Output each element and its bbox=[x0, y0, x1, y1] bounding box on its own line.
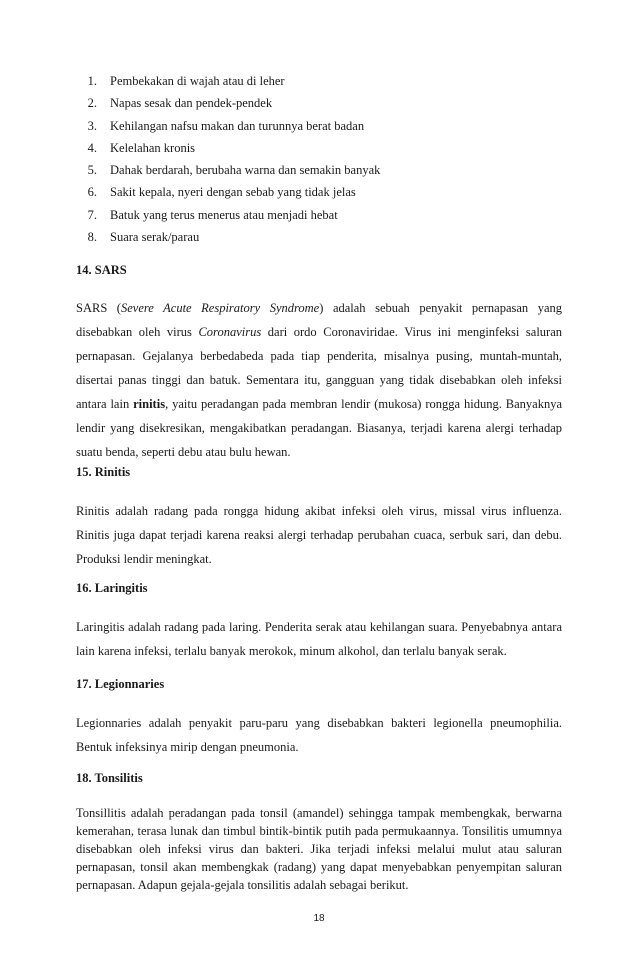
section-heading-rinitis: 15. Rinitis bbox=[76, 465, 131, 479]
section-rinitis bbox=[76, 464, 562, 571]
list-item: 7. Batuk yang terus menerus atau menjadi hebat bbox=[87, 207, 338, 222]
list-item: 5. Dahak berdarah, berubaha warna dan semakin banyak bbox=[87, 163, 381, 178]
section-heading-legionnaries: 17. Legionnaries bbox=[76, 677, 165, 691]
legionnaries-paragraph: Legionnaries adalah penyakit paru-paru yang disebabkan bakteri legionella pneumophilia. Bentuk infeksinya mirip dengan pneumonia. bbox=[76, 716, 562, 754]
list-item: 8. Suara serak/parau bbox=[87, 230, 200, 245]
list-item: 1. Pembekakan di wajah atau di leher bbox=[87, 74, 285, 88]
section-laringitis bbox=[76, 580, 562, 663]
page-number: 18 bbox=[313, 913, 325, 924]
section-heading-tonsilitis: 18. Tonsilitis bbox=[76, 771, 143, 785]
list-item: 3. Kehilangan nafsu makan dan turunnya berat badan bbox=[87, 118, 365, 133]
section-legionnaries bbox=[76, 676, 562, 759]
rinitis-paragraph: Rinitis adalah radang pada rongga hidung akibat infeksi oleh virus, missal virus influenza. Rinitis juga dapat terjadi karena reaksi alergi terhadap perubahan cuaca, serbuk sari, dan debu. Produksi lendir meningkat. bbox=[76, 504, 562, 566]
list-item: 6. Sakit kepala, nyeri dengan sebab yang tidak jelas bbox=[87, 185, 356, 200]
section-heading-laringitis: 16. Laringitis bbox=[76, 581, 148, 595]
list-item: 2. Napas sesak dan pendek-pendek bbox=[87, 96, 273, 111]
tonsilitis-paragraph: Tonsillitis adalah peradangan pada tonsil (amandel) sehingga tampak membengkak, berwarna kemerahan, terasa lunak dan timbul bintik-bintik putih pada permukaannya. Tonsilitis umumnya disebabkan oleh infeksi virus dan bakteri. Jika terjadi infeksi melalui mulut atau saluran pernapasan, tonsil akan membengkak (radang) yang dapat menyebabkan penyempitan saluran pernapasan. Adapun gejala-gejala tonsilitis adalah sebagai berikut. bbox=[76, 806, 562, 892]
section-tonsilitis bbox=[76, 770, 562, 894]
section-sars bbox=[76, 262, 562, 464]
sars-paragraph: SARS (Severe Acute Respiratory Syndrome) adalah sebuah penyakit pernapasan yang disebabkan oleh virus Coronavirus dari ordo Coronaviridae. Virus ini menginfeksi saluran pernapasan. Gejalanya berbedabeda pada tiap penderita, misalnya pusing, muntah-muntah, disertai panas tinggi dan batuk. Sementara itu, gangguan yang tidak disebabkan oleh infeksi antara lain rinitis, yaitu peradangan pada membran lendir (mukosa) rongga hidung. Banyaknya lendir yang disekresikan, mengakibatkan peradangan. Biasanya, terjadi karena alergi terhadap suatu benda, seperti debu atau bulu hewan. bbox=[76, 301, 562, 459]
section-heading-sars: 14. SARS bbox=[76, 263, 127, 277]
list-item: 4. Kelelahan kronis bbox=[87, 140, 196, 155]
laringitis-paragraph: Laringitis adalah radang pada laring. Penderita serak atau kehilangan suara. Penyebabnya antara lain karena infeksi, terlalu banyak merokok, minum alkohol, dan terlalu banyak serak. bbox=[76, 620, 562, 658]
symptom-list bbox=[76, 70, 380, 248]
